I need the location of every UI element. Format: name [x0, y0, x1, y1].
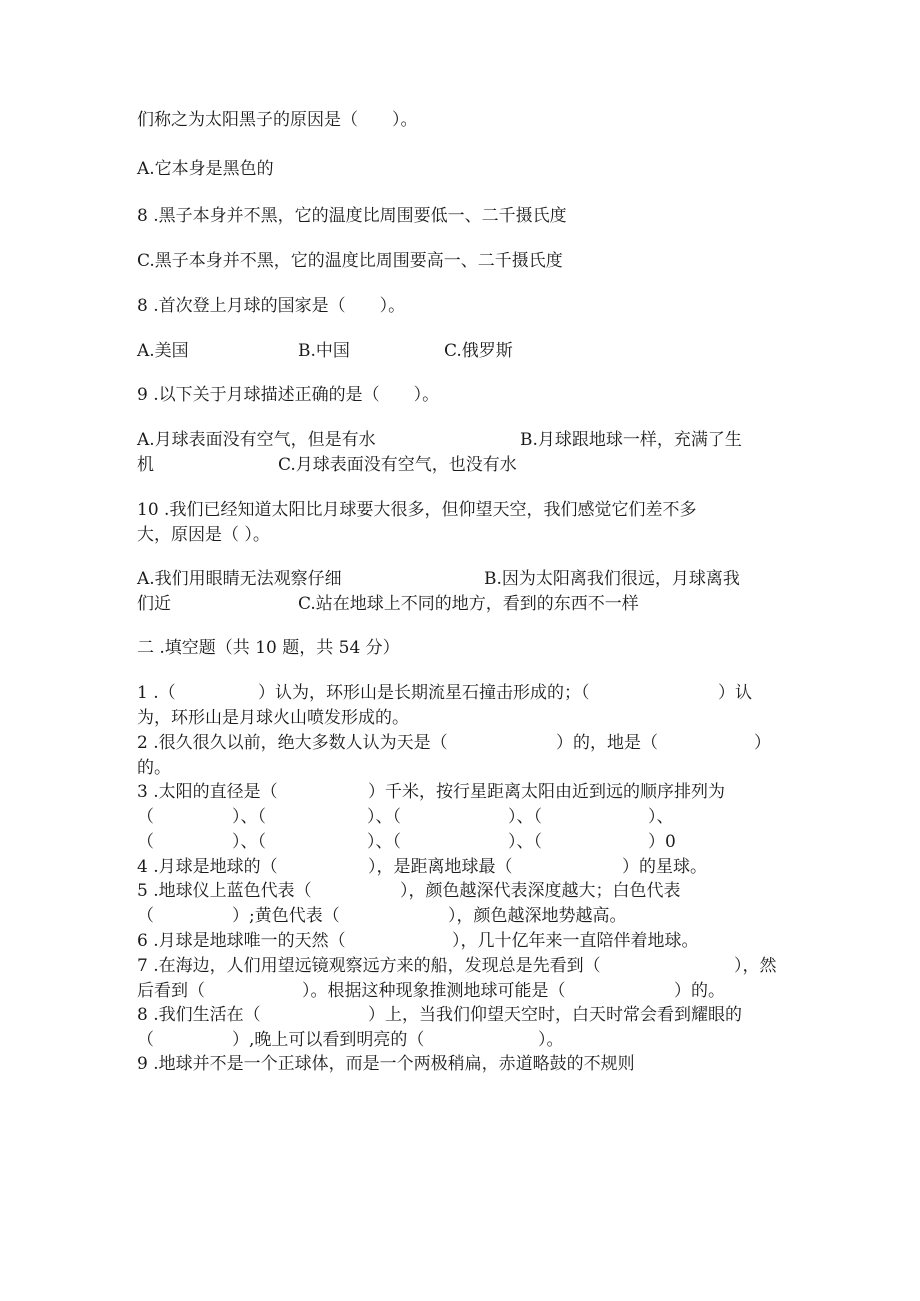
fill2-part-a: 2 .很久很久以前，绝大多数人认为天是（: [137, 733, 448, 753]
q8-option-b: B.中国: [298, 341, 350, 361]
q10-stem-line1: 10 .我们已经知道太阳比月球要大很多，但仰望天空，我们感觉它们差不多: [137, 500, 697, 520]
q10-stem-line2: 大，原因是（ ）。: [137, 525, 270, 545]
fill3-line3-e: ）0: [648, 832, 676, 852]
q10-option-b: B.因为太阳离我们很远，月球离我: [484, 569, 740, 589]
fill8-part-b: ）上，当我们仰望天空时，白天时常会看到耀眼的: [368, 1005, 742, 1025]
fill4-part-a: 4 .月球是地球的（: [137, 857, 278, 877]
fill5-part-b: ），颜色越深代表深度越大；白色代表: [400, 881, 681, 901]
fill3-part-a: 3 .太阳的直径是（: [137, 782, 278, 802]
fill6-part-b: ），几十亿年来一直陪伴着地球。: [452, 931, 699, 951]
q7-option-b: 8 .黑子本身并不黑，它的温度比周围要低一、二千摄氏度: [137, 206, 567, 226]
q10-option-c: C.站在地球上不同的地方，看到的东西不一样: [298, 594, 639, 614]
fill2-part-c: ）: [754, 733, 771, 753]
q7-stem-tail: 们称之为太阳黑子的原因是（ ）。: [137, 110, 418, 130]
fill8-line2-b: ）,晚上可以看到明亮的（: [232, 1030, 425, 1050]
fill7-part-b: ），然: [734, 956, 777, 976]
fill3-line2-b: ）、（: [232, 807, 266, 827]
fill5-line2-b: ）;黄色代表（: [232, 906, 340, 926]
fill7-line2-b: ）。根据这种现象推测地球可能是（: [302, 981, 566, 1001]
fill1-part-b: ）认为，环形山是长期流星石撞击形成的；（: [258, 683, 590, 703]
q8-stem: 8 .首次登上月球的国家是（ ）。: [137, 296, 406, 316]
fill4-part-c: ）的星球。: [622, 857, 707, 877]
fill3-line3-d: ）、（: [508, 832, 542, 852]
fill6-part-a: 6 .月球是地球唯一的天然（: [137, 931, 346, 951]
fill3-line3-a: （: [137, 832, 154, 852]
fill1-part-c: ）认: [718, 683, 752, 703]
fill3-line2-d: ）、（: [508, 807, 542, 827]
q9-stem: 9 .以下关于月球描述正确的是（ ）。: [137, 385, 440, 405]
fill2-part-b: ）的，地是（: [556, 733, 658, 753]
fill7-line2-c: ）的。: [674, 981, 725, 1001]
q7-option-c: C.黑子本身并不黑，它的温度比周围要高一、二千摄氏度: [137, 251, 563, 271]
fill7-line2-a: 后看到（: [137, 981, 205, 1001]
fill3-line2-c: ）、（: [367, 807, 401, 827]
fill3-line3-c: ）、（: [367, 832, 401, 852]
fill8-part-a: 8 .我们生活在（: [137, 1005, 261, 1025]
q9-option-c: C.月球表面没有空气，也没有水: [278, 455, 517, 475]
fill1-part-a: 1 .（: [137, 683, 176, 703]
q10-option-b-cont: 们近: [137, 594, 171, 614]
fill5-part-a: 5 .地球仪上蓝色代表（: [137, 881, 312, 901]
fill3-line3-b: ）、（: [232, 832, 266, 852]
fill8-line2-c: ）。: [538, 1030, 564, 1050]
q9-option-a: A.月球表面没有空气，但是有水: [137, 430, 376, 450]
fill5-line2-a: （: [137, 906, 154, 926]
q9-option-b: B.月球跟地球一样，充满了生: [520, 430, 742, 450]
fill3-part-b: ）千米，按行星距离太阳由近到远的顺序排列为: [368, 782, 725, 802]
fill5-line2-c: ），颜色越深地势越高。: [448, 906, 627, 926]
q7-option-a: A.它本身是黑色的: [137, 159, 274, 179]
fill3-line2-e: ）、: [648, 807, 674, 827]
fill8-line2-a: （: [137, 1030, 154, 1050]
q8-option-c: C.俄罗斯: [444, 341, 513, 361]
fill2-line2: 的。: [137, 758, 171, 778]
q10-option-a: A.我们用眼睛无法观察仔细: [137, 569, 342, 589]
fill9-line1: 9 .地球并不是一个正球体，而是一个两极稍扁，赤道略鼓的不规则: [137, 1054, 635, 1074]
q9-option-b-cont: 机: [137, 455, 154, 475]
section2-title: 二 .填空题（共 10 题，共 54 分）: [137, 638, 400, 658]
q8-option-a: A.美国: [137, 341, 189, 361]
fill1-line2: 为，环形山是月球火山喷发形成的。: [137, 708, 409, 728]
fill7-part-a: 7 .在海边，人们用望远镜观察远方来的船，发现总是先看到（: [137, 956, 601, 976]
fill4-part-b: ），是距离地球最（: [368, 857, 513, 877]
fill3-line2-a: （: [137, 807, 154, 827]
